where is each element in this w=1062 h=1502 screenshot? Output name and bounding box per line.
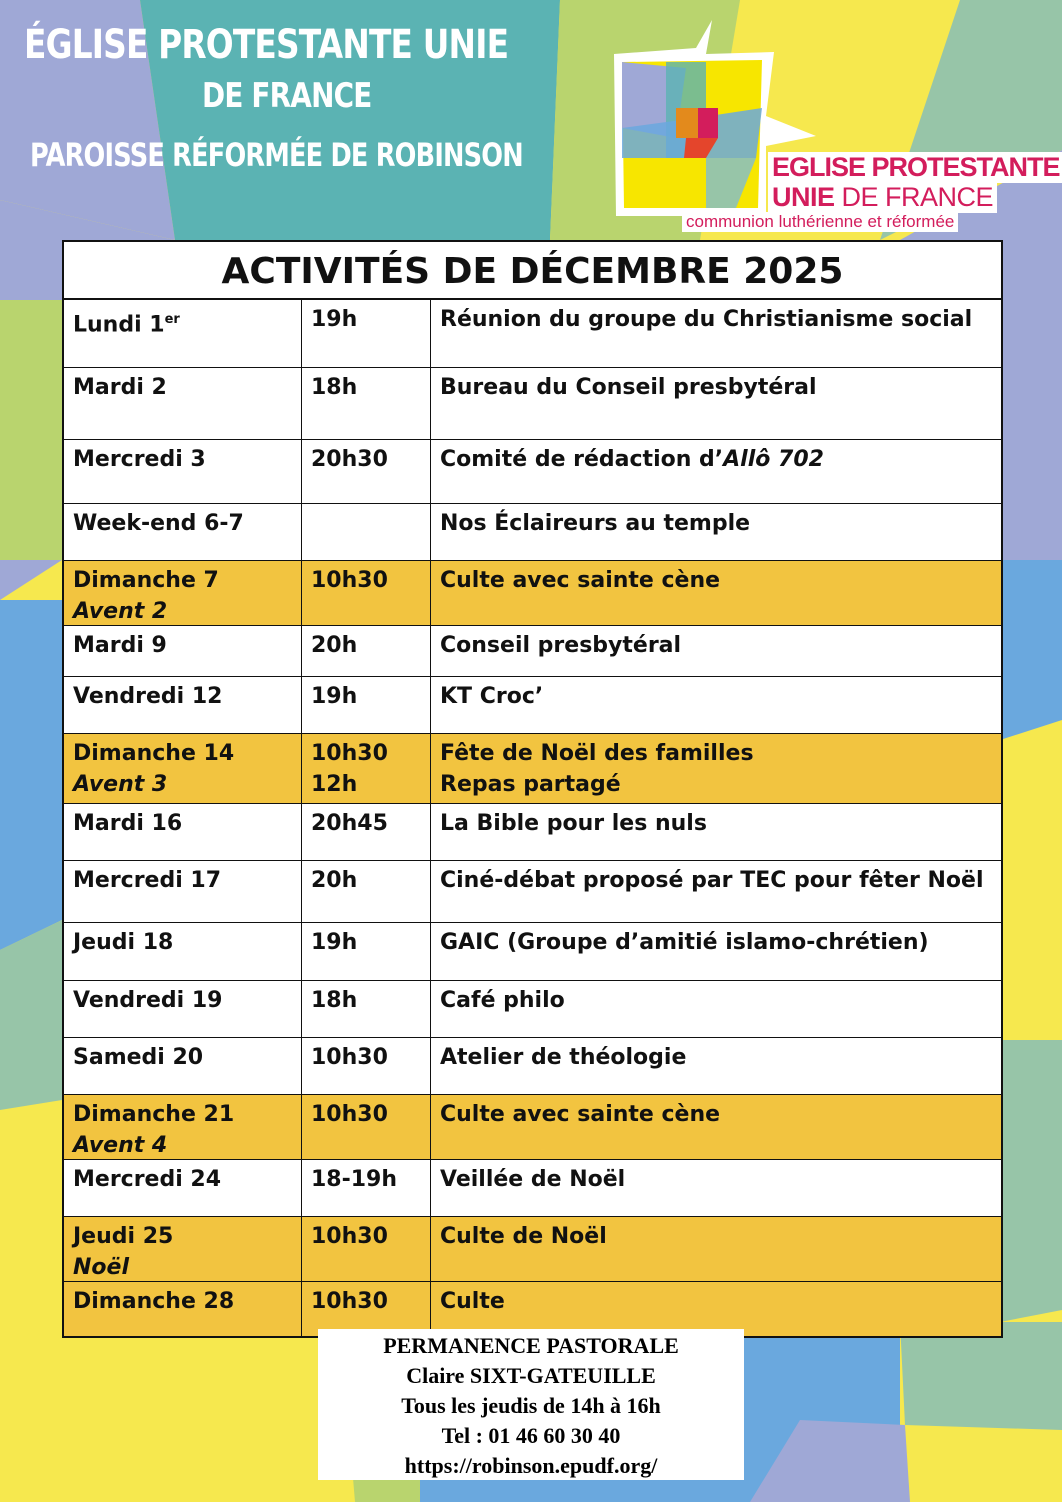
table-row <box>64 677 1001 734</box>
liturgical-day: Avent 2 <box>73 599 168 624</box>
time: 20h30 <box>311 447 388 472</box>
day: Mardi 2 <box>73 375 167 400</box>
permanence-title: PERMANENCE PASTORALE <box>383 1333 679 1358</box>
logo-text-line2 <box>768 182 997 213</box>
table-row <box>64 561 1001 626</box>
day: Mardi 16 <box>73 811 183 836</box>
logo-tagline: communion luthérienne et réformée <box>682 212 958 232</box>
day: Samedi 20 <box>73 1045 204 1070</box>
phone-number: Tel : 01 46 60 30 40 <box>441 1423 621 1448</box>
event-cell <box>431 923 1001 980</box>
event-cell <box>431 1160 1001 1216</box>
day: Dimanche 28 <box>73 1289 235 1314</box>
website-link[interactable]: https://robinson.epudf.org/ <box>404 1453 658 1478</box>
event-cell <box>431 504 1001 560</box>
event-cell <box>431 440 1001 503</box>
time-cell <box>302 1217 431 1281</box>
day-suffix: er <box>164 312 180 327</box>
table-row <box>64 1217 1001 1282</box>
permanence-box <box>318 1329 744 1480</box>
time: 19h <box>311 307 358 332</box>
event: Fête de Noël des familles <box>440 741 754 766</box>
time: 20h45 <box>311 811 388 836</box>
event: Culte avec sainte cène <box>440 568 721 593</box>
day: Week-end 6-7 <box>73 511 244 536</box>
table-row <box>64 440 1001 504</box>
event: Nos Éclaireurs au temple <box>440 511 751 536</box>
table-title: ACTIVITÉS DE DÉCEMBRE 2025 <box>64 242 1001 300</box>
day-cell <box>64 440 302 503</box>
time-cell <box>302 677 431 733</box>
event: Culte <box>440 1289 505 1314</box>
time-2: 12h <box>311 772 358 797</box>
event-cell <box>431 1038 1001 1094</box>
table-row <box>64 1282 1001 1336</box>
event-cell <box>431 1282 1001 1336</box>
day-cell <box>64 1217 302 1281</box>
table-row <box>64 981 1001 1038</box>
permanence-hours: Tous les jeudis de 14h à 16h <box>401 1393 661 1418</box>
time: 10h30 <box>311 1045 388 1070</box>
table-row <box>64 626 1001 677</box>
time-cell <box>302 440 431 503</box>
table-row <box>64 923 1001 981</box>
event: Culte avec sainte cène <box>440 1102 721 1127</box>
logo-text-line1: EGLISE PROTESTANTE <box>768 152 1062 183</box>
time: 18h <box>311 988 358 1013</box>
liturgical-day: Avent 3 <box>73 772 168 797</box>
event-cell <box>431 734 1001 803</box>
day-cell <box>64 1038 302 1094</box>
day-cell <box>64 1095 302 1159</box>
day: Mercredi 17 <box>73 868 222 893</box>
event: GAIC (Groupe d’amitié islamo-chrétien) <box>440 930 929 955</box>
day: Jeudi 18 <box>73 930 174 955</box>
time: 10h30 <box>311 1224 388 1249</box>
table-row <box>64 368 1001 440</box>
time-cell <box>302 368 431 439</box>
day-cell <box>64 504 302 560</box>
event-cell <box>431 1217 1001 1281</box>
day: Vendredi 19 <box>73 988 223 1013</box>
time: 10h30 <box>311 741 388 766</box>
day: Dimanche 21 <box>73 1102 235 1127</box>
time-cell <box>302 1282 431 1336</box>
day: Dimanche 7 <box>73 568 219 593</box>
time-cell <box>302 1038 431 1094</box>
time: 19h <box>311 930 358 955</box>
event-2: Repas partagé <box>440 772 621 797</box>
time: 18-19h <box>311 1167 398 1192</box>
table-row <box>64 1095 1001 1160</box>
liturgical-day: Noël <box>73 1255 129 1280</box>
time-cell <box>302 804 431 860</box>
event: Ciné-débat proposé par TEC pour fêter Noël <box>440 868 984 893</box>
day-cell <box>64 804 302 860</box>
day-cell <box>64 981 302 1037</box>
table-row <box>64 804 1001 861</box>
time: 10h30 <box>311 1102 388 1127</box>
event: Comité de rédaction d’ <box>440 447 724 472</box>
table-body <box>64 300 1001 1336</box>
day-cell <box>64 861 302 922</box>
event-cell <box>431 368 1001 439</box>
event: Réunion du groupe du Christianisme social <box>440 307 973 332</box>
time-cell <box>302 981 431 1037</box>
time: 20h <box>311 633 358 658</box>
time-cell <box>302 561 431 625</box>
event-cell <box>431 981 1001 1037</box>
day-cell <box>64 1160 302 1216</box>
time-cell <box>302 923 431 980</box>
table-row <box>64 1160 1001 1217</box>
table-row <box>64 1038 1001 1095</box>
pastor-name: Claire SIXT-GATEUILLE <box>406 1363 656 1388</box>
event: Culte de Noël <box>440 1224 607 1249</box>
header-title: ÉGLISE PROTESTANTE UNIE <box>24 22 509 68</box>
table-row <box>64 504 1001 561</box>
time: 10h30 <box>311 1289 388 1314</box>
day: Mercredi 24 <box>73 1167 222 1192</box>
table-row <box>64 861 1001 923</box>
event-cell <box>431 626 1001 676</box>
day: Lundi 1 <box>73 312 165 338</box>
day: Vendredi 12 <box>73 684 223 709</box>
event: Atelier de théologie <box>440 1045 687 1070</box>
event-cell <box>431 861 1001 922</box>
event: KT Croc’ <box>440 684 544 709</box>
time: 19h <box>311 684 358 709</box>
day: Dimanche 14 <box>73 741 235 766</box>
header-subtitle: DE FRANCE <box>202 76 372 116</box>
event-cell <box>431 677 1001 733</box>
event-italic: Allô 702 <box>723 447 824 472</box>
time: 10h30 <box>311 568 388 593</box>
activities-table <box>62 240 1003 1338</box>
event-cell <box>431 300 1001 367</box>
logo-text-rest: DE FRANCE <box>834 182 994 212</box>
time-cell <box>302 1095 431 1159</box>
event: La Bible pour les nuls <box>440 811 707 836</box>
parish-name: PAROISSE RÉFORMÉE DE ROBINSON <box>30 136 523 174</box>
table-row <box>64 734 1001 804</box>
day: Mardi 9 <box>73 633 167 658</box>
liturgical-day: Avent 4 <box>73 1133 168 1158</box>
day-cell <box>64 300 302 367</box>
day: Jeudi 25 <box>73 1224 174 1249</box>
event-cell <box>431 561 1001 625</box>
event: Conseil presbytéral <box>440 633 682 658</box>
logo-text-bold: UNIE <box>772 182 835 212</box>
day-cell <box>64 561 302 625</box>
time-cell <box>302 300 431 367</box>
time-cell <box>302 1160 431 1216</box>
time-cell <box>302 861 431 922</box>
day-cell <box>64 1282 302 1336</box>
day-cell <box>64 734 302 803</box>
time: 18h <box>311 375 358 400</box>
event-cell <box>431 1095 1001 1159</box>
day: Mercredi 3 <box>73 447 206 472</box>
day-cell <box>64 677 302 733</box>
day-cell <box>64 626 302 676</box>
table-row <box>64 300 1001 368</box>
event: Café philo <box>440 988 565 1013</box>
time-cell <box>302 626 431 676</box>
event-cell <box>431 804 1001 860</box>
day-cell <box>64 368 302 439</box>
time: 20h <box>311 868 358 893</box>
event: Veillée de Noël <box>440 1167 626 1192</box>
day-cell <box>64 923 302 980</box>
epudf-logo <box>606 18 1060 240</box>
event: Bureau du Conseil presbytéral <box>440 375 817 400</box>
time-cell <box>302 734 431 803</box>
time-cell <box>302 504 431 560</box>
